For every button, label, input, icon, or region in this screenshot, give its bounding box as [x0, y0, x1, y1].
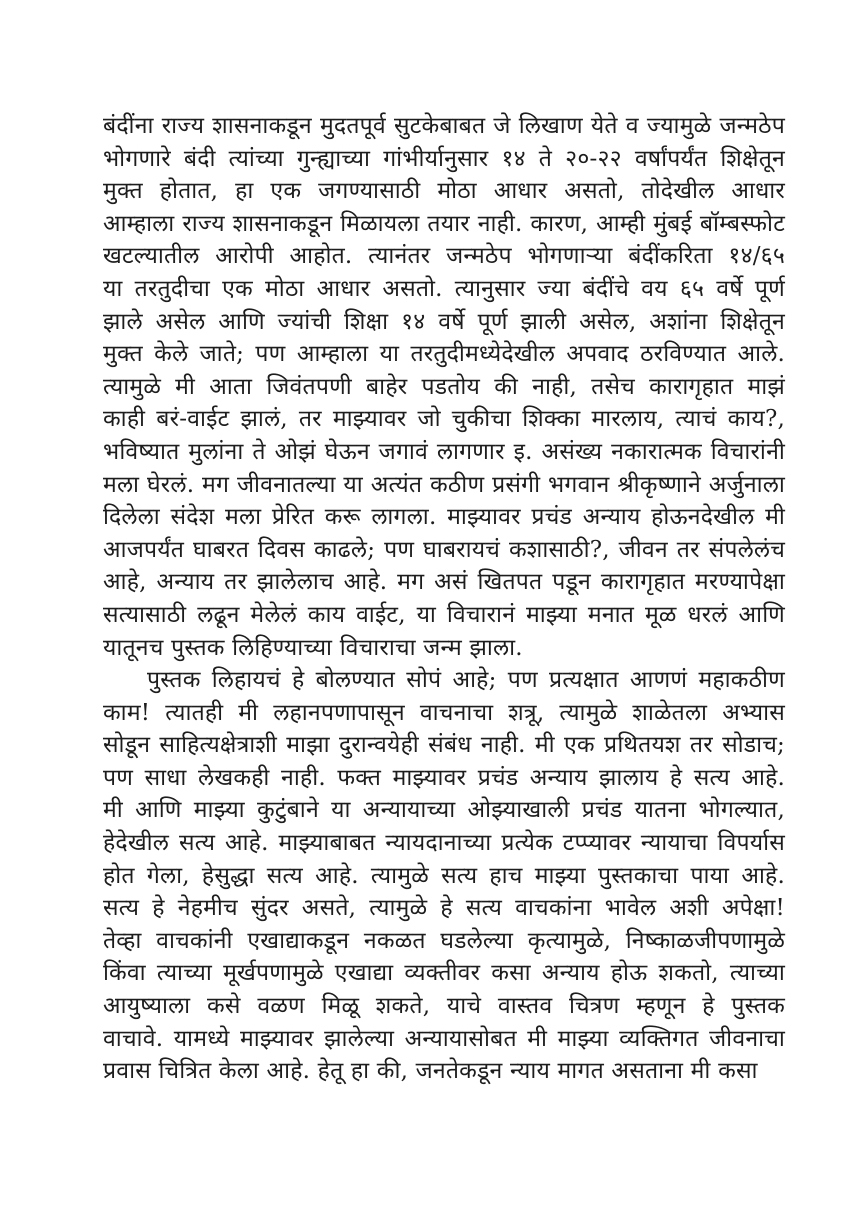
text-line: आहे, अन्याय तर झालेलाच आहे. मग असं खितपत पडून कारागृहात मरण्यापेक्षा: [103, 569, 785, 596]
text-line: आम्हाला राज्य शासनाकडून मिळायला तयार नाही. कारण, आम्ही मुंबई बॉम्बस्फोट: [103, 210, 785, 237]
page-text-block: [103, 110, 785, 1088]
text-line: भविष्यात मुलांना ते ओझं घेऊन जगावं लागणार इ. असंख्य नकारात्मक विचारांनी: [103, 438, 785, 465]
text-line: काही बरं-वाईट झालं, तर माझ्यावर जो चुकीचा शिक्का मारलाय, त्याचं काय?,: [103, 406, 785, 433]
text-line: सत्य हे नेहमीच सुंदर असते, त्यामुळे हे सत्य वाचकांना भावेल अशी अपेक्षा!: [103, 895, 785, 922]
text-line: भोगणारे बंदी त्यांच्या गुन्ह्याच्या गांभीर्यानुसार १४ ते २०-२२ वर्षांपर्यंत शिक्षेतून: [103, 145, 785, 172]
text-line: तेव्हा वाचकांनी एखाद्याकडून नकळत घडलेल्या कृत्यामुळे, निष्काळजीपणामुळे: [103, 927, 785, 954]
paragraph-2: [103, 664, 785, 1088]
text-line: सत्यासाठी लढून मेलेलं काय वाईट, या विचारानं माझ्या मनात मूळ धरलं आणि: [103, 601, 785, 628]
text-line: आयुष्याला कसे वळण मिळू शकते, याचे वास्तव चित्रण म्हणून हे पुस्तक: [103, 993, 785, 1020]
text-line: दिलेला संदेश मला प्रेरित करू लागला. माझ्यावर प्रचंड अन्याय होऊनदेखील मी: [103, 504, 785, 531]
text-line: त्यामुळे मी आता जिवंतपणी बाहेर पडतोय की नाही, तसेच कारागृहात माझं: [103, 373, 785, 400]
paragraph-1: [103, 110, 785, 664]
text-line: आजपर्यंत घाबरत दिवस काढले; पण घाबरायचं कशासाठी?, जीवन तर संपलेलंच: [103, 536, 785, 563]
text-line: मला घेरलं. मग जीवनातल्या या अत्यंत कठीण प्रसंगी भगवान श्रीकृष्णाने अर्जुनाला: [103, 471, 785, 498]
text-line: या तरतुदीचा एक मोठा आधार असतो. त्यानुसार ज्या बंदींचे वय ६५ वर्षे पूर्ण: [103, 275, 785, 302]
text-line: मुक्त केले जाते; पण आम्हाला या तरतुदीमध्येदेखील अपवाद ठरविण्यात आले.: [103, 341, 785, 368]
text-line: पुस्तक लिहायचं हे बोलण्यात सोपं आहे; पण प्रत्यक्षात आणणं महाकठीण: [147, 667, 785, 694]
text-line: मुक्त होतात, हा एक जगण्यासाठी मोठा आधार असतो, तोदेखील आधार: [103, 178, 785, 205]
text-line: काम! त्यातही मी लहानपणापासून वाचनाचा शत्रू, त्यामुळे शाळेतला अभ्यास: [103, 699, 785, 726]
text-line: बंदींना राज्य शासनाकडून मुदतपूर्व सुटकेबाबत जे लिखाण येते व ज्यामुळे जन्मठेप: [103, 113, 785, 139]
text-line: प्रवास चित्रित केला आहे. हेतू हा की, जनतेकडून न्याय मागत असताना मी कसा: [103, 1058, 758, 1085]
text-line: झाले असेल आणि ज्यांची शिक्षा १४ वर्षे पूर्ण झाली असेल, अशांना शिक्षेतून: [103, 308, 785, 335]
text-line: वाचावे. यामध्ये माझ्यावर झालेल्या अन्यायासोबत मी माझ्या व्यक्तिगत जीवनाचा: [103, 1025, 785, 1052]
text-line: हेदेखील सत्य आहे. माझ्याबाबत न्यायदानाच्या प्रत्येक टप्प्यावर न्यायाचा विपर्यास: [103, 830, 785, 857]
text-line: यातूनच पुस्तक लिहिण्याच्या विचाराचा जन्म झाला.: [103, 634, 523, 661]
text-line: पण साधा लेखकही नाही. फक्त माझ्यावर प्रचंड अन्याय झालाय हे सत्य आहे.: [103, 764, 785, 791]
text-line: मी आणि माझ्या कुटुंबाने या अन्यायाच्या ओझ्याखाली प्रचंड यातना भोगल्यात,: [103, 797, 785, 824]
text-line: किंवा त्याच्या मूर्खपणामुळे एखाद्या व्यक्तीवर कसा अन्याय होऊ शकतो, त्याच्या: [103, 960, 785, 987]
text-line: होत गेला, हेसुद्धा सत्य आहे. त्यामुळे सत्य हाच माझ्या पुस्तकाचा पाया आहे.: [103, 862, 785, 889]
text-line: खटल्यातील आरोपी आहोत. त्यानंतर जन्मठेप भोगणाऱ्या बंदींकरिता १४/६५: [103, 243, 785, 270]
text-line: सोडून साहित्यक्षेत्राशी माझा दुरान्वयेही संबंध नाही. मी एक प्रथितयश तर सोडाच;: [103, 732, 785, 759]
